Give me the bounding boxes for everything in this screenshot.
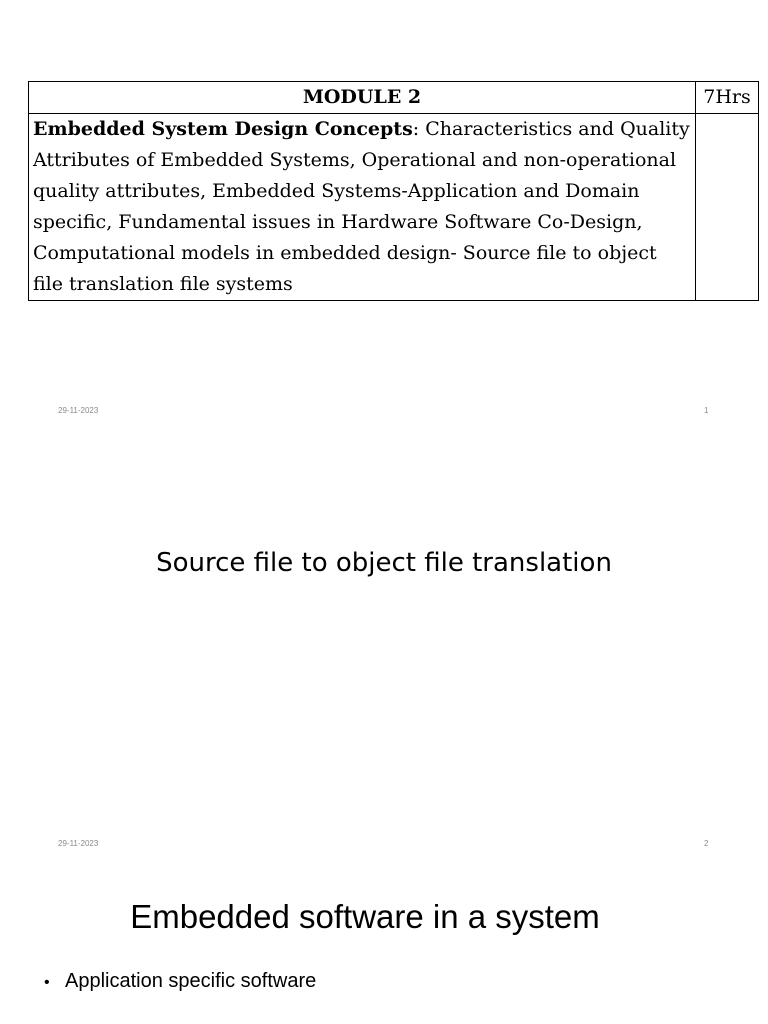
footer-date: 29-11-2023 bbox=[58, 839, 99, 848]
list-item-text: Application specific software bbox=[65, 970, 317, 992]
slide-3 bbox=[0, 866, 768, 1024]
footer-date: 29-11-2023 bbox=[58, 406, 99, 415]
module-content-topic: Embedded System Design Concepts bbox=[33, 118, 413, 140]
module-content-text: : Characteristics and Quality Attributes of Embedded Systems, Operational and non-operational quality attributes, Embedded Systems-Application and Domain specific, Fundamental issues in Hardware Software Co-Design, Computational models in embedded design- Source file to object file translation file systems bbox=[33, 118, 690, 295]
module-content-row bbox=[29, 114, 759, 301]
module-hours-empty-cell bbox=[696, 114, 759, 301]
slide-1 bbox=[0, 0, 768, 433]
slide-title: Source file to object file translation bbox=[156, 548, 612, 578]
page-number: 1 bbox=[704, 406, 709, 415]
slide-title: Embedded software in a system bbox=[130, 898, 600, 935]
module-hours: 7Hrs bbox=[696, 82, 759, 114]
module-heading: MODULE 2 bbox=[29, 82, 696, 114]
module-table bbox=[28, 81, 759, 301]
page-number: 2 bbox=[704, 839, 709, 848]
module-content bbox=[29, 114, 696, 301]
list-item bbox=[44, 970, 316, 993]
bullet-icon: • bbox=[44, 974, 50, 991]
module-header-row bbox=[29, 82, 759, 114]
bullet-list bbox=[44, 970, 316, 993]
slide-2 bbox=[0, 433, 768, 866]
